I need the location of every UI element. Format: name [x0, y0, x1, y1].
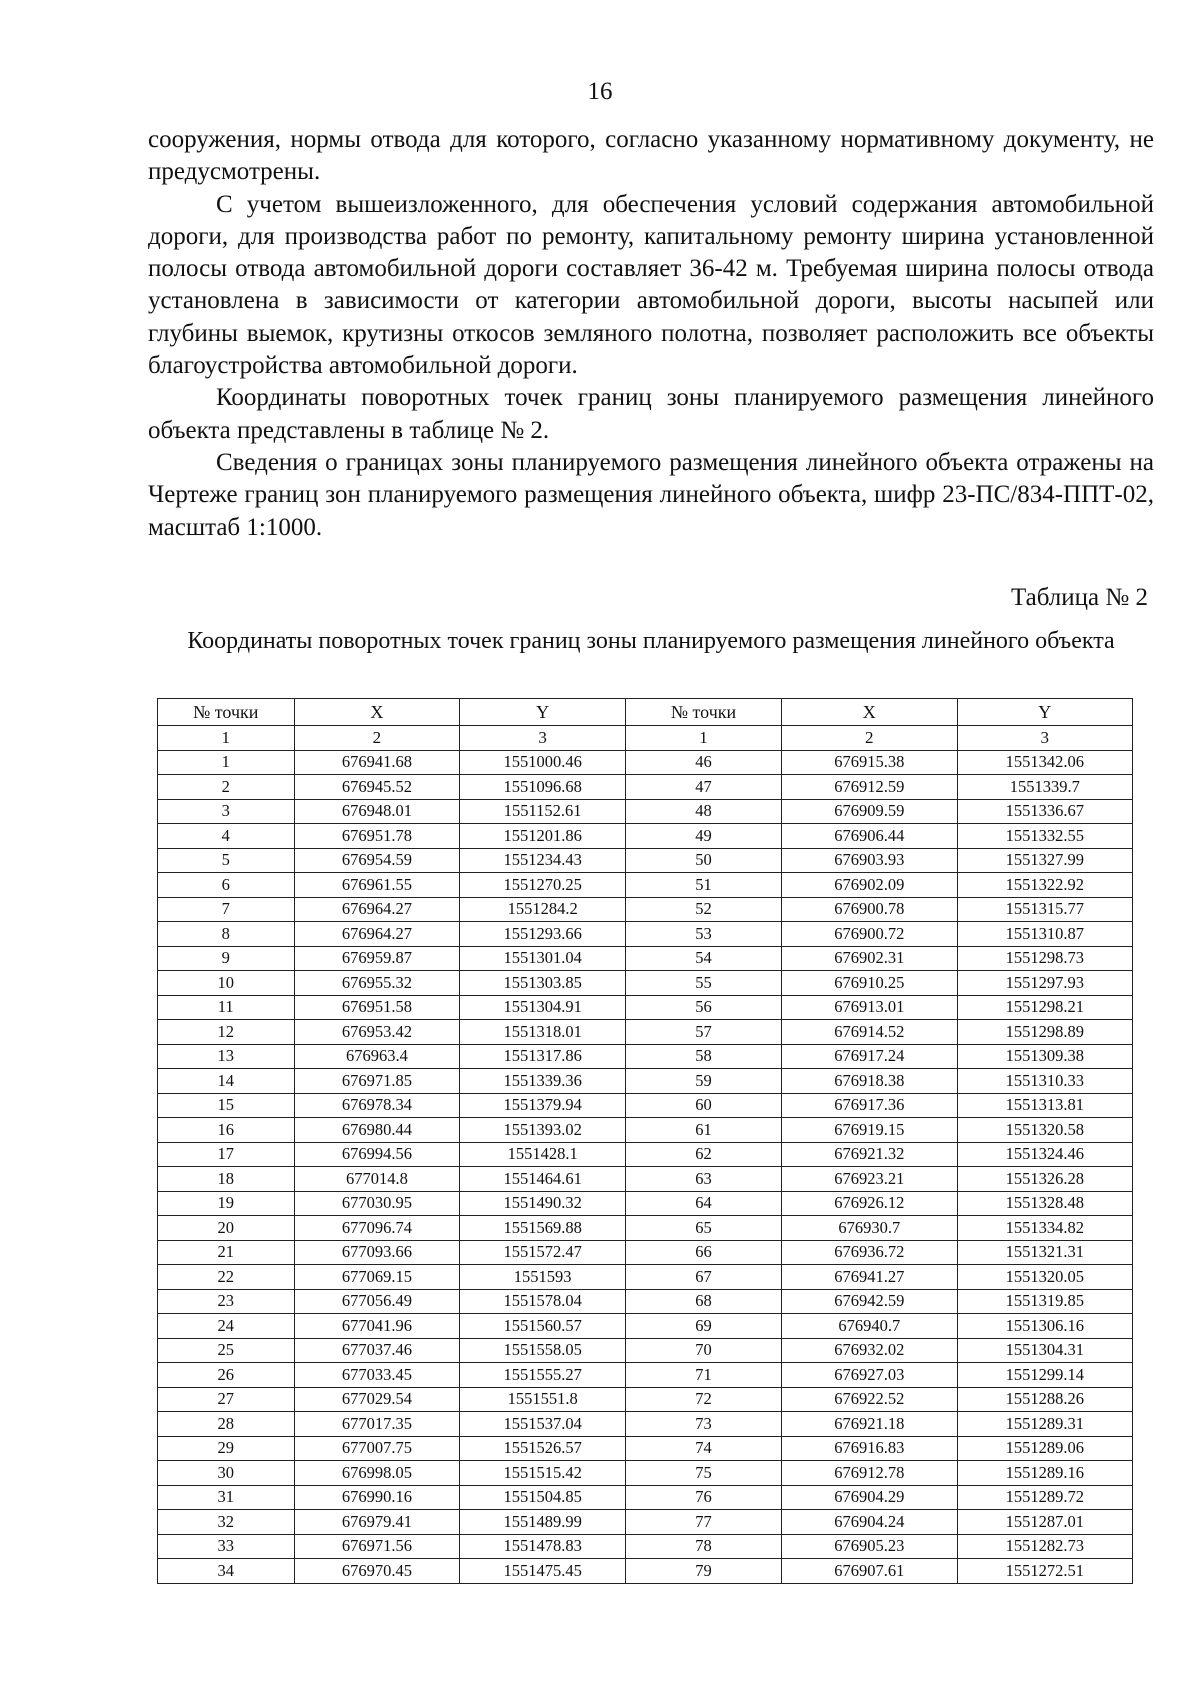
- cell-point-no: 14: [158, 1069, 295, 1094]
- table-row: [158, 1216, 1133, 1241]
- cell-point-no: 10: [158, 971, 295, 996]
- table-row: [158, 971, 1133, 996]
- table-row: [158, 1020, 1133, 1045]
- cell-y: 1551578.04: [460, 1289, 626, 1314]
- cell-y: 1551298.73: [957, 946, 1133, 971]
- cell-point-no: 51: [626, 873, 782, 898]
- cell-point-no: 23: [158, 1289, 295, 1314]
- cell-x: 676919.15: [782, 1118, 958, 1143]
- cell-point-no: 8: [158, 922, 295, 947]
- table-row: [158, 1118, 1133, 1143]
- cell-point-no: 50: [626, 848, 782, 873]
- cell-point-no: 46: [626, 750, 782, 775]
- header-y: Y: [957, 699, 1133, 726]
- cell-point-no: 9: [158, 946, 295, 971]
- cell-y: 1551293.66: [460, 922, 626, 947]
- cell-y: 1551490.32: [460, 1191, 626, 1216]
- cell-y: 1551555.27: [460, 1363, 626, 1388]
- cell-y: 1551282.73: [957, 1534, 1133, 1559]
- cell-x: 676930.7: [782, 1216, 958, 1241]
- table-row: [158, 1461, 1133, 1486]
- table-column-number-row: [158, 726, 1133, 751]
- cell-x: 676953.42: [294, 1020, 460, 1045]
- cell-x: 676994.56: [294, 1142, 460, 1167]
- paragraph: С учетом вышеизложенного, для обеспечения условий содержания автомобильной дороги, для производства работ по ремонту, капитальному ремонту ширина установленной полосы отвода автомобильной дороги составляет 36-42 м. Требуемая ширина полосы отвода установлена в зависимости от категории автомобильной дороги, высоты насыпей или глубины выемок, крутизны откосов земляного полотна, позволяет расположить все объекты благоустройства автомобильной дороги.: [148, 190, 1154, 380]
- cell-y: 1551379.94: [460, 1093, 626, 1118]
- cell-y: 1551342.06: [957, 750, 1133, 775]
- header-point-no: № точки: [626, 699, 782, 726]
- cell-x: 676914.52: [782, 1020, 958, 1045]
- table-body: [158, 750, 1133, 1583]
- cell-y: 1551336.67: [957, 799, 1133, 824]
- cell-x: 676916.83: [782, 1436, 958, 1461]
- cell-x: 677037.46: [294, 1338, 460, 1363]
- cell-y: 1551288.26: [957, 1387, 1133, 1412]
- cell-point-no: 52: [626, 897, 782, 922]
- cell-y: 1551320.05: [957, 1265, 1133, 1290]
- cell-y: 1551309.38: [957, 1044, 1133, 1069]
- header-x: X: [782, 699, 958, 726]
- cell-point-no: 70: [626, 1338, 782, 1363]
- cell-x: 677017.35: [294, 1412, 460, 1437]
- cell-x: 676923.21: [782, 1167, 958, 1192]
- cell-y: 1551201.86: [460, 824, 626, 849]
- table-label: Таблица № 2: [1010, 584, 1148, 611]
- table-header-row: [158, 699, 1133, 726]
- cell-point-no: 54: [626, 946, 782, 971]
- cell-point-no: 69: [626, 1314, 782, 1339]
- cell-x: 676922.52: [782, 1387, 958, 1412]
- cell-x: 676907.61: [782, 1559, 958, 1584]
- table-row: [158, 922, 1133, 947]
- cell-x: 676942.59: [782, 1289, 958, 1314]
- cell-point-no: 59: [626, 1069, 782, 1094]
- cell-point-no: 13: [158, 1044, 295, 1069]
- cell-y: 1551475.45: [460, 1559, 626, 1584]
- cell-x: 676955.32: [294, 971, 460, 996]
- cell-x: 676941.27: [782, 1265, 958, 1290]
- cell-point-no: 6: [158, 873, 295, 898]
- cell-y: 1551339.7: [957, 775, 1133, 800]
- cell-x: 676941.68: [294, 750, 460, 775]
- cell-x: 676951.78: [294, 824, 460, 849]
- paragraph: Сведения о границах зоны планируемого размещения линейного объекта отражены на Чертеже границ зон планируемого размещения линейного объекта, шифр 23-ПС/834-ППТ-02, масштаб 1:1000.: [148, 448, 1154, 541]
- cell-y: 1551299.14: [957, 1363, 1133, 1388]
- cell-x: 676912.59: [782, 775, 958, 800]
- cell-x: 676954.59: [294, 848, 460, 873]
- cell-point-no: 31: [158, 1485, 295, 1510]
- cell-x: 676900.72: [782, 922, 958, 947]
- table-row: [158, 1436, 1133, 1461]
- table-row: [158, 1167, 1133, 1192]
- table-row: [158, 1412, 1133, 1437]
- cell-y: 1551289.72: [957, 1485, 1133, 1510]
- cell-x: 676963.4: [294, 1044, 460, 1069]
- table-row: [158, 873, 1133, 898]
- cell-x: 676964.27: [294, 897, 460, 922]
- cell-point-no: 21: [158, 1240, 295, 1265]
- table-row: [158, 1240, 1133, 1265]
- cell-y: 1551320.58: [957, 1118, 1133, 1143]
- table-row: [158, 1265, 1133, 1290]
- table-row: [158, 775, 1133, 800]
- cell-y: 1551504.85: [460, 1485, 626, 1510]
- cell-y: 1551328.48: [957, 1191, 1133, 1216]
- table-row: [158, 946, 1133, 971]
- cell-x: 676904.29: [782, 1485, 958, 1510]
- cell-y: 1551537.04: [460, 1412, 626, 1437]
- cell-point-no: 20: [158, 1216, 295, 1241]
- cell-x: 676904.24: [782, 1510, 958, 1535]
- cell-point-no: 4: [158, 824, 295, 849]
- table-row: [158, 1338, 1133, 1363]
- cell-y: 1551569.88: [460, 1216, 626, 1241]
- cell-y: 1551560.57: [460, 1314, 626, 1339]
- cell-y: 1551515.42: [460, 1461, 626, 1486]
- cell-y: 1551234.43: [460, 848, 626, 873]
- table-row: [158, 848, 1133, 873]
- cell-y: 1551551.8: [460, 1387, 626, 1412]
- cell-point-no: 19: [158, 1191, 295, 1216]
- table-row: [158, 897, 1133, 922]
- cell-point-no: 1: [158, 750, 295, 775]
- cell-x: 677056.49: [294, 1289, 460, 1314]
- cell-x: 676921.32: [782, 1142, 958, 1167]
- cell-y: 1551298.21: [957, 995, 1133, 1020]
- cell-point-no: 26: [158, 1363, 295, 1388]
- cell-x: 676909.59: [782, 799, 958, 824]
- paragraph: Координаты поворотных точек границ зоны планируемого размещения линейного объекта представлены в таблице № 2.: [148, 384, 1154, 444]
- cell-x: 676912.78: [782, 1461, 958, 1486]
- cell-x: 676927.03: [782, 1363, 958, 1388]
- cell-point-no: 29: [158, 1436, 295, 1461]
- table-row: [158, 1069, 1133, 1094]
- cell-point-no: 12: [158, 1020, 295, 1045]
- cell-point-no: 48: [626, 799, 782, 824]
- cell-point-no: 49: [626, 824, 782, 849]
- cell-x: 676921.18: [782, 1412, 958, 1437]
- cell-y: 1551478.83: [460, 1534, 626, 1559]
- table-row: [158, 824, 1133, 849]
- cell-y: 1551289.31: [957, 1412, 1133, 1437]
- cell-point-no: 62: [626, 1142, 782, 1167]
- cell-y: 1551332.55: [957, 824, 1133, 849]
- cell-point-no: 72: [626, 1387, 782, 1412]
- cell-point-no: 15: [158, 1093, 295, 1118]
- cell-x: 677030.95: [294, 1191, 460, 1216]
- cell-x: 676902.31: [782, 946, 958, 971]
- coordinates-table: [157, 698, 1133, 1584]
- paragraph: сооружения, нормы отвода для которого, согласно указанному нормативному документу, не предусмотрены.: [148, 126, 1154, 186]
- cell-x: 676980.44: [294, 1118, 460, 1143]
- cell-point-no: 28: [158, 1412, 295, 1437]
- cell-x: 676990.16: [294, 1485, 460, 1510]
- cell-y: 1551593: [460, 1265, 626, 1290]
- cell-x: 676917.24: [782, 1044, 958, 1069]
- cell-y: 1551318.01: [460, 1020, 626, 1045]
- cell-point-no: 67: [626, 1265, 782, 1290]
- table-row: [158, 1314, 1133, 1339]
- table-row: [158, 1559, 1133, 1584]
- column-number: 1: [158, 726, 295, 751]
- cell-x: 677096.74: [294, 1216, 460, 1241]
- cell-y: 1551287.01: [957, 1510, 1133, 1535]
- cell-x: 676905.23: [782, 1534, 958, 1559]
- cell-point-no: 76: [626, 1485, 782, 1510]
- body-text: [148, 124, 1154, 544]
- cell-x: 676915.38: [782, 750, 958, 775]
- header-x: X: [294, 699, 460, 726]
- cell-x: 676932.02: [782, 1338, 958, 1363]
- cell-point-no: 24: [158, 1314, 295, 1339]
- cell-y: 1551289.16: [957, 1461, 1133, 1486]
- cell-y: 1551289.06: [957, 1436, 1133, 1461]
- table-row: [158, 1387, 1133, 1412]
- cell-y: 1551304.91: [460, 995, 626, 1020]
- cell-point-no: 77: [626, 1510, 782, 1535]
- cell-x: 676998.05: [294, 1461, 460, 1486]
- cell-point-no: 71: [626, 1363, 782, 1388]
- cell-y: 1551304.31: [957, 1338, 1133, 1363]
- column-number: 2: [782, 726, 958, 751]
- column-number: 3: [460, 726, 626, 751]
- cell-point-no: 34: [158, 1559, 295, 1584]
- cell-x: 676951.58: [294, 995, 460, 1020]
- cell-x: 676910.25: [782, 971, 958, 996]
- table-row: [158, 1093, 1133, 1118]
- cell-y: 1551272.51: [957, 1559, 1133, 1584]
- cell-y: 1551303.85: [460, 971, 626, 996]
- cell-y: 1551297.93: [957, 971, 1133, 996]
- cell-point-no: 30: [158, 1461, 295, 1486]
- cell-point-no: 7: [158, 897, 295, 922]
- cell-point-no: 60: [626, 1093, 782, 1118]
- cell-point-no: 55: [626, 971, 782, 996]
- cell-point-no: 64: [626, 1191, 782, 1216]
- cell-x: 676978.34: [294, 1093, 460, 1118]
- table-row: [158, 1510, 1133, 1535]
- cell-point-no: 75: [626, 1461, 782, 1486]
- cell-point-no: 3: [158, 799, 295, 824]
- cell-point-no: 47: [626, 775, 782, 800]
- column-number: 1: [626, 726, 782, 751]
- cell-point-no: 63: [626, 1167, 782, 1192]
- cell-y: 1551310.87: [957, 922, 1133, 947]
- cell-y: 1551428.1: [460, 1142, 626, 1167]
- cell-x: 676903.93: [782, 848, 958, 873]
- cell-y: 1551339.36: [460, 1069, 626, 1094]
- cell-y: 1551326.28: [957, 1167, 1133, 1192]
- cell-x: 676906.44: [782, 824, 958, 849]
- cell-x: 676918.38: [782, 1069, 958, 1094]
- cell-y: 1551558.05: [460, 1338, 626, 1363]
- cell-point-no: 65: [626, 1216, 782, 1241]
- cell-x: 677029.54: [294, 1387, 460, 1412]
- cell-x: 676913.01: [782, 995, 958, 1020]
- cell-point-no: 74: [626, 1436, 782, 1461]
- cell-point-no: 17: [158, 1142, 295, 1167]
- cell-y: 1551572.47: [460, 1240, 626, 1265]
- cell-x: 676902.09: [782, 873, 958, 898]
- table-row: [158, 1191, 1133, 1216]
- cell-x: 676900.78: [782, 897, 958, 922]
- cell-y: 1551301.04: [460, 946, 626, 971]
- cell-point-no: 73: [626, 1412, 782, 1437]
- cell-y: 1551096.68: [460, 775, 626, 800]
- cell-y: 1551526.57: [460, 1436, 626, 1461]
- cell-y: 1551324.46: [957, 1142, 1133, 1167]
- cell-x: 677093.66: [294, 1240, 460, 1265]
- cell-x: 677033.45: [294, 1363, 460, 1388]
- table-row: [158, 995, 1133, 1020]
- cell-x: 676945.52: [294, 775, 460, 800]
- cell-point-no: 66: [626, 1240, 782, 1265]
- cell-x: 676926.12: [782, 1191, 958, 1216]
- cell-x: 676970.45: [294, 1559, 460, 1584]
- cell-x: 677069.15: [294, 1265, 460, 1290]
- cell-x: 676940.7: [782, 1314, 958, 1339]
- cell-y: 1551393.02: [460, 1118, 626, 1143]
- cell-point-no: 16: [158, 1118, 295, 1143]
- cell-x: 677014.8: [294, 1167, 460, 1192]
- cell-y: 1551327.99: [957, 848, 1133, 873]
- table-row: [158, 1363, 1133, 1388]
- cell-point-no: 58: [626, 1044, 782, 1069]
- cell-y: 1551310.33: [957, 1069, 1133, 1094]
- cell-y: 1551319.85: [957, 1289, 1133, 1314]
- cell-point-no: 68: [626, 1289, 782, 1314]
- table-row: [158, 1485, 1133, 1510]
- cell-y: 1551000.46: [460, 750, 626, 775]
- table-row: [158, 1534, 1133, 1559]
- cell-x: 676971.56: [294, 1534, 460, 1559]
- cell-point-no: 79: [626, 1559, 782, 1584]
- cell-y: 1551489.99: [460, 1510, 626, 1535]
- cell-y: 1551322.92: [957, 873, 1133, 898]
- cell-x: 677041.96: [294, 1314, 460, 1339]
- cell-y: 1551270.25: [460, 873, 626, 898]
- cell-y: 1551464.61: [460, 1167, 626, 1192]
- column-number: 3: [957, 726, 1133, 751]
- table-row: [158, 1044, 1133, 1069]
- cell-y: 1551313.81: [957, 1093, 1133, 1118]
- cell-x: 677007.75: [294, 1436, 460, 1461]
- cell-point-no: 61: [626, 1118, 782, 1143]
- cell-x: 676948.01: [294, 799, 460, 824]
- cell-y: 1551334.82: [957, 1216, 1133, 1241]
- cell-y: 1551284.2: [460, 897, 626, 922]
- cell-point-no: 33: [158, 1534, 295, 1559]
- cell-point-no: 78: [626, 1534, 782, 1559]
- cell-x: 676979.41: [294, 1510, 460, 1535]
- table-row: [158, 1142, 1133, 1167]
- header-y: Y: [460, 699, 626, 726]
- table-row: [158, 1289, 1133, 1314]
- cell-y: 1551321.31: [957, 1240, 1133, 1265]
- cell-point-no: 2: [158, 775, 295, 800]
- cell-y: 1551298.89: [957, 1020, 1133, 1045]
- column-number: 2: [294, 726, 460, 751]
- header-point-no: № точки: [158, 699, 295, 726]
- table-row: [158, 799, 1133, 824]
- cell-point-no: 56: [626, 995, 782, 1020]
- cell-y: 1551317.86: [460, 1044, 626, 1069]
- cell-point-no: 27: [158, 1387, 295, 1412]
- cell-point-no: 32: [158, 1510, 295, 1535]
- cell-x: 676961.55: [294, 873, 460, 898]
- cell-point-no: 22: [158, 1265, 295, 1290]
- cell-point-no: 25: [158, 1338, 295, 1363]
- cell-point-no: 53: [626, 922, 782, 947]
- cell-x: 676964.27: [294, 922, 460, 947]
- cell-point-no: 5: [158, 848, 295, 873]
- table-caption: Координаты поворотных точек границ зоны планируемого размещения линейного объекта: [187, 628, 1115, 654]
- cell-x: 676971.85: [294, 1069, 460, 1094]
- page-number: 16: [587, 78, 613, 105]
- cell-point-no: 57: [626, 1020, 782, 1045]
- cell-y: 1551315.77: [957, 897, 1133, 922]
- table-row: [158, 750, 1133, 775]
- cell-y: 1551152.61: [460, 799, 626, 824]
- cell-x: 676959.87: [294, 946, 460, 971]
- cell-point-no: 18: [158, 1167, 295, 1192]
- cell-point-no: 11: [158, 995, 295, 1020]
- cell-x: 676936.72: [782, 1240, 958, 1265]
- cell-y: 1551306.16: [957, 1314, 1133, 1339]
- cell-x: 676917.36: [782, 1093, 958, 1118]
